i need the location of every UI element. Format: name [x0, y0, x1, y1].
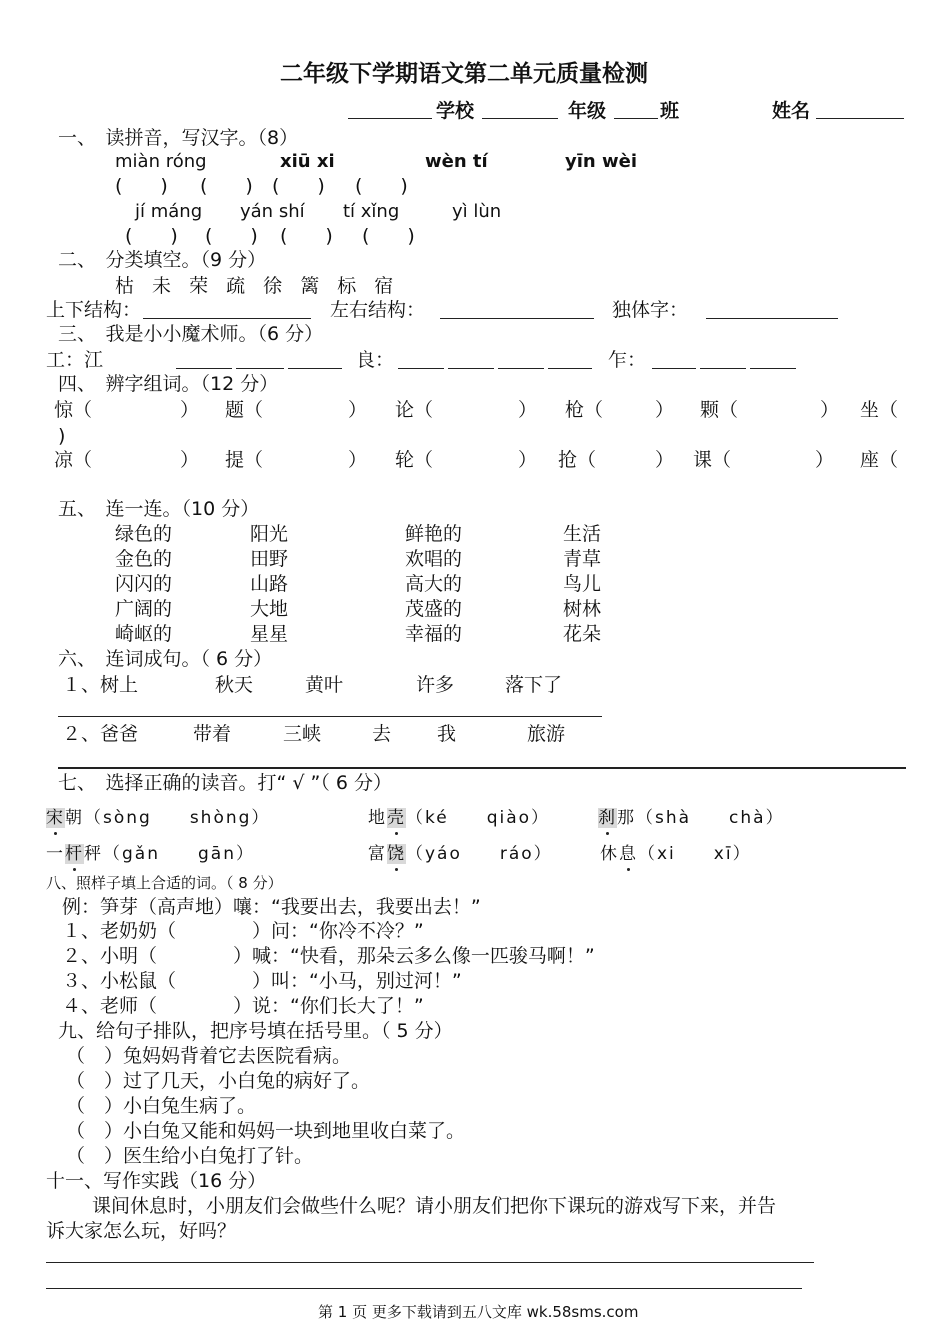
s3-part-3: 乍： — [608, 349, 647, 371]
s8-line-4[interactable]: ４、老师（ ）说：“你们长大了！” — [62, 995, 424, 1017]
s7-heading: 七、 选择正确的读音。打“ √ ”（ 6 分） — [58, 772, 393, 794]
s7-item-2-char-a: 地 — [368, 808, 387, 828]
pinyin-2: xiū xi — [280, 151, 335, 172]
s3-blank-3[interactable] — [288, 368, 342, 369]
s4-r2-4: ） — [348, 449, 368, 471]
grade-label: 年级 — [568, 100, 607, 122]
s8-line-2[interactable]: ２、小明（ ）喊：“快看，那朵云多么像一匹骏马啊！” — [62, 945, 595, 967]
s4-r2-10: ） — [815, 449, 835, 471]
s3-part-2: 良： — [356, 349, 395, 371]
s5-c4-1: 生活 — [563, 523, 602, 545]
s5-c1-1: 绿色的 — [115, 523, 173, 545]
s11-text-2: 诉大家怎么玩，好吗？ — [46, 1220, 237, 1242]
s4-r2-9: 课（ — [693, 449, 732, 471]
s2-blank-3[interactable] — [706, 318, 838, 319]
s7-item-2[interactable] — [368, 806, 550, 830]
pinyin-4: yīn wèi — [565, 151, 637, 172]
bracket-2[interactable]: ( ) — [200, 175, 253, 197]
pinyin-3: wèn tí — [425, 151, 488, 172]
s4-r2-2: ） — [180, 449, 200, 471]
s3-blank-9[interactable] — [700, 368, 746, 369]
s8-line-3[interactable]: ３、小松鼠（ ）叫：“小马，别过河！” — [62, 970, 462, 992]
s8-heading: 八、照样子填上合适的词。（ 8 分） — [46, 874, 283, 892]
s3-blank-8[interactable] — [652, 368, 696, 369]
bracket-8[interactable]: ( ) — [362, 225, 415, 247]
s3-blank-10[interactable] — [750, 368, 796, 369]
s4-r2-5: 轮（ — [395, 449, 434, 471]
s4-r1-9: 颗（ — [700, 399, 739, 421]
s6-q1-2: 秋天 — [215, 674, 254, 696]
s4-heading: 四、 辨字组词。（12 分） — [58, 373, 279, 395]
s7-item-1-text: 朝（sòng shòng） — [65, 808, 271, 828]
s2-label-1: 上下结构： — [46, 299, 142, 321]
s6-q2-4: 去 — [372, 723, 392, 745]
s7-item-6-char-b: 息 — [619, 844, 638, 864]
class-label: 班 — [660, 100, 680, 122]
s4-r1-3: 题（ — [225, 399, 264, 421]
s5-heading: 五、 连一连。（10 分） — [58, 498, 260, 520]
s5-c4-4: 树林 — [563, 598, 602, 620]
s4-r1-4: ） — [348, 399, 368, 421]
s4-r1-8: ） — [655, 399, 675, 421]
s4-r1-6: ） — [518, 399, 538, 421]
bracket-6[interactable]: ( ) — [205, 225, 258, 247]
s5-c3-5: 幸福的 — [405, 623, 463, 645]
s2-label-2: 左右结构： — [330, 299, 426, 321]
s5-c3-4: 茂盛的 — [405, 598, 463, 620]
s6-answer-line-2[interactable] — [58, 767, 906, 769]
s2-blank-2[interactable] — [440, 318, 594, 319]
s7-item-3-char: 刹 — [598, 808, 617, 828]
s5-c3-1: 鲜艳的 — [405, 523, 463, 545]
s4-r2-11: 座（ — [860, 449, 899, 471]
s11-write-line-1[interactable] — [46, 1262, 814, 1263]
s5-c4-2: 青草 — [563, 548, 602, 570]
s5-c1-3: 闪闪的 — [115, 573, 173, 595]
pinyin-7: tí xǐng — [343, 201, 400, 222]
s2-heading: 二、 分类填空。（9 分） — [58, 249, 267, 271]
s3-blank-4[interactable] — [398, 368, 444, 369]
s9-line-2[interactable]: （ ）过了几天，小白兔的病好了。 — [66, 1070, 371, 1092]
s3-blank-7[interactable] — [548, 368, 592, 369]
s7-item-6[interactable] — [600, 842, 752, 866]
s3-blank-1[interactable] — [176, 368, 232, 369]
page-title: 二年级下学期语文第二单元质量检测 — [280, 61, 648, 87]
s7-item-6-text: （xi xī） — [638, 844, 752, 864]
s5-c2-5: 星星 — [250, 623, 289, 645]
s6-q2-3: 三峡 — [283, 723, 322, 745]
s9-line-5[interactable]: （ ）医生给小白兔打了针。 — [66, 1145, 314, 1167]
s3-heading: 三、 我是小小魔术师。（6 分） — [58, 323, 324, 345]
s4-r2-7: 抢（ — [558, 449, 597, 471]
s4-r1-end: ) — [58, 425, 66, 447]
s7-item-3-text: 那（shà chà） — [617, 808, 785, 828]
s2-blank-1[interactable] — [143, 318, 311, 319]
pinyin-1: miàn róng — [115, 151, 207, 172]
s7-item-2-text: （ké qiào） — [406, 808, 551, 828]
s5-c4-5: 花朵 — [563, 623, 602, 645]
s5-c3-3: 高大的 — [405, 573, 463, 595]
s6-q2-6: 旅游 — [527, 723, 566, 745]
s7-item-5-text: （yáo ráo） — [406, 844, 553, 864]
s5-c2-3: 山路 — [250, 573, 289, 595]
s6-q1-3: 黄叶 — [305, 674, 344, 696]
s8-example: 例：笋芽（高声地）嚷：“我要出去，我要出去！” — [62, 896, 481, 918]
bracket-4[interactable]: ( ) — [355, 175, 408, 197]
page-footer: 第 1 页 更多下载请到五八文库 wk.58sms.com — [318, 1303, 639, 1321]
school-blank[interactable] — [348, 118, 432, 119]
s9-line-1[interactable]: （ ）兔妈妈背着它去医院看病。 — [66, 1045, 352, 1067]
s4-r1-1: 惊（ — [54, 399, 93, 421]
s2-label-3: 独体字： — [612, 299, 689, 321]
s9-heading: 九、给句子排队，把序号填在括号里。（ 5 分） — [58, 1020, 453, 1042]
s5-c3-2: 欢唱的 — [405, 548, 463, 570]
s11-text-1: 课间休息时，小朋友们会做些什么呢？请小朋友们把你下课玩的游戏写下来，并告 — [92, 1195, 777, 1217]
s3-part-1: 工：江 — [46, 349, 104, 371]
pinyin-8: yì lùn — [452, 201, 502, 222]
pinyin-5: jí máng — [135, 201, 203, 222]
pinyin-6: yán shí — [240, 201, 305, 222]
s4-r1-2: ） — [180, 399, 200, 421]
s7-item-3[interactable] — [598, 806, 785, 830]
s6-q1-4: 许多 — [416, 674, 455, 696]
s3-blank-6[interactable] — [498, 368, 544, 369]
name-label: 姓名 — [772, 100, 811, 122]
s7-item-5-char-a: 富 — [368, 844, 387, 864]
s6-q1-5: 落下了 — [505, 674, 563, 696]
s6-q2-2: 带着 — [193, 723, 232, 745]
s5-c4-3: 鸟儿 — [563, 573, 602, 595]
s9-line-3[interactable]: （ ）小白兔生病了。 — [66, 1095, 257, 1117]
s8-line-1[interactable]: １、老奶奶（ ）问：“你冷不冷？” — [62, 920, 424, 942]
s9-line-4[interactable]: （ ）小白兔又能和妈妈一块到地里收白菜了。 — [66, 1120, 466, 1142]
s3-blank-2[interactable] — [236, 368, 284, 369]
s3-blank-5[interactable] — [448, 368, 494, 369]
bracket-5[interactable]: ( ) — [125, 225, 178, 247]
s4-r1-7: 枪（ — [565, 399, 604, 421]
s6-q2-1: ２、爸爸 — [62, 723, 139, 745]
s7-item-1-char: 宋 — [46, 808, 65, 828]
name-blank[interactable] — [816, 118, 904, 119]
s4-r1-5: 论（ — [395, 399, 434, 421]
s5-c2-1: 阳光 — [250, 523, 289, 545]
s5-c1-2: 金色的 — [115, 548, 173, 570]
s5-c1-4: 广阔的 — [115, 598, 173, 620]
s5-c2-4: 大地 — [250, 598, 289, 620]
school-blank-2[interactable] — [482, 118, 558, 119]
s4-r2-3: 提（ — [225, 449, 264, 471]
s4-r2-6: ） — [518, 449, 538, 471]
bracket-3[interactable]: ( ) — [272, 175, 325, 197]
s7-item-6-char-a: 休 — [600, 844, 619, 864]
s2-chars: 枯 未 荣 疏 徐 篱 标 宿 — [115, 275, 400, 297]
s7-item-1[interactable] — [46, 806, 270, 830]
s6-heading: 六、 连词成句。（ 6 分） — [58, 648, 273, 670]
s11-heading: 十一、写作实践（16 分） — [46, 1170, 267, 1192]
s11-write-line-2[interactable] — [46, 1288, 802, 1289]
grade-blank[interactable] — [614, 118, 658, 119]
s7-item-4-char-a: 一 — [46, 844, 65, 864]
s6-answer-line-1[interactable] — [58, 716, 602, 717]
s4-r2-8: ） — [655, 449, 675, 471]
s7-item-4[interactable] — [46, 842, 255, 866]
s7-item-4-text: 秤（gǎn gān） — [84, 844, 255, 864]
s7-item-5-char-b: 饶 — [387, 844, 406, 864]
school-label: 学校 — [436, 100, 475, 122]
s7-item-4-char-b: 杆 — [65, 844, 84, 864]
s4-r1-11: 坐（ — [860, 399, 899, 421]
s7-item-2-char-b: 壳 — [387, 808, 406, 828]
s5-c2-2: 田野 — [250, 548, 289, 570]
bracket-1[interactable]: ( ) — [115, 175, 168, 197]
bracket-7[interactable]: ( ) — [280, 225, 333, 247]
s6-q2-5: 我 — [437, 723, 457, 745]
s6-q1-1: １、树上 — [62, 674, 139, 696]
s1-heading: 一、 读拼音，写汉字。（8） — [58, 127, 299, 149]
s4-r1-10: ） — [820, 399, 840, 421]
s5-c1-5: 崎岖的 — [115, 623, 173, 645]
s4-r2-1: 凉（ — [54, 449, 93, 471]
s7-item-5[interactable] — [368, 842, 553, 866]
